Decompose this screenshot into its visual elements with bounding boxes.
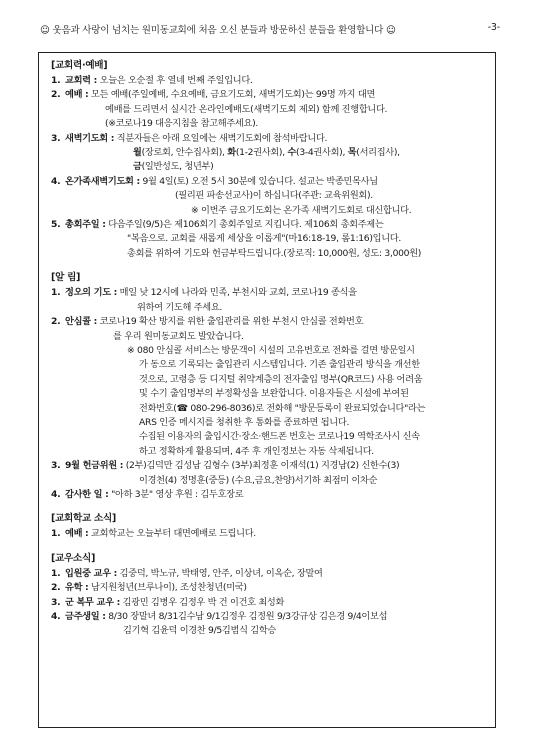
item-text-line: (필리핀 파송선교사)이 하십니다(주관: 교육위원회). bbox=[175, 190, 373, 202]
list-item bbox=[51, 175, 485, 218]
section-title-members: [교우소식] bbox=[51, 552, 96, 564]
item-note: 것으로, 고령층 등 디지털 취약계층의 전자출입 명부(QR코드) 사용 어려움 bbox=[139, 373, 423, 385]
item-text-line: "복음으로. 교회를 새롭게 세상을 이롭게"(마16:18-19, 롬1:16)입니다. bbox=[127, 233, 401, 245]
item-note: ARS 인증 메시지를 청취한 후 통화를 종료하면 됩니다. bbox=[139, 416, 350, 428]
weekday: 월 bbox=[133, 147, 142, 159]
item-label: 9월 헌금위원 : bbox=[65, 460, 124, 472]
item-text: 모든 예배(주일예배, 수요예배, 금요기도회, 새벽기도회)는 99명 까지 대면 bbox=[88, 89, 376, 101]
item-number: 3. bbox=[51, 460, 61, 472]
spacer bbox=[51, 502, 485, 512]
item-number: 1. bbox=[51, 75, 61, 86]
list-item bbox=[51, 488, 485, 502]
item-label: 금주생일 : bbox=[65, 611, 106, 622]
item-note: ※ 이번주 금요기도회는 온가족 새벽기도회로 대신합니다. bbox=[191, 204, 412, 216]
item-number: 2. bbox=[51, 89, 61, 101]
item-text: (2부)김덕만 김성남 김형수 (3부)최정훈 이재석(1) 지경남(2) 신한수(3) bbox=[123, 460, 400, 472]
item-number: 4. bbox=[51, 488, 61, 500]
item-text-line: 위하여 기도해 주세요. bbox=[137, 301, 223, 313]
weekday: 금 bbox=[133, 161, 142, 173]
item-note: 수집된 이용자의 출입시간·장소·핸드폰 번호는 코로나19 역학조사시 신속 bbox=[139, 431, 420, 443]
item-note: 가 동으로 기록되는 출입관리 시스템입니다. 기존 출입관리 방식을 개선한 bbox=[139, 359, 420, 371]
item-note: 및 수기 출입명부의 부정확성을 보완합니다. 이용자들은 시설에 부여된 bbox=[139, 388, 409, 400]
item-number: 3. bbox=[51, 596, 61, 608]
item-label: 군 복무 교우 : bbox=[65, 596, 120, 608]
item-text: 코로나19 확산 방지를 위한 출입관리를 위한 부천시 안심콜 전화번호 bbox=[97, 316, 364, 328]
list-item bbox=[51, 610, 485, 639]
item-number: 4. bbox=[51, 611, 61, 622]
item-text: "아하 3분" 영상 후원 : 김두호장로 bbox=[108, 488, 244, 500]
item-label: 총회주일 : bbox=[65, 219, 106, 231]
greeting-text: ☺ 웃음과 사랑이 넘치는 원미동교회에 처음 오신 분들과 방문하신 분들을 환영합니다 ☺ bbox=[40, 25, 396, 36]
list-item bbox=[51, 74, 485, 88]
bulletin-frame bbox=[38, 52, 496, 728]
item-number: 1. bbox=[51, 567, 61, 579]
list-item bbox=[51, 459, 485, 488]
item-label: 감사한 일 : bbox=[65, 488, 109, 500]
item-text-line: (※코로나19 대응지침을 참고해주세요). bbox=[105, 118, 258, 130]
item-label: 예배 : bbox=[65, 89, 89, 101]
item-note: 하고 정확하게 활용되며, 4주 후 개인정보는 자동 삭제됩니다. bbox=[139, 445, 374, 457]
item-number: 3. bbox=[51, 132, 61, 144]
spacer bbox=[51, 261, 485, 271]
item-label: 예배 : bbox=[65, 528, 89, 540]
weekday-group: (1-2권사회), bbox=[235, 147, 288, 159]
list-item bbox=[51, 581, 485, 595]
item-text: 오늘은 오순절 후 열네 번째 주일입니다. bbox=[97, 75, 253, 86]
item-number: 5. bbox=[51, 219, 61, 231]
item-label: 교회력 : bbox=[65, 75, 97, 86]
spacer bbox=[51, 542, 485, 552]
section-title-church-school: [교회학교 소식] bbox=[51, 513, 117, 525]
weekday-group: (서리집사), bbox=[356, 147, 400, 159]
item-note: 전화번호(☎ 080-296-8036)로 전화해 "방문등록이 완료되었습니다"라는 bbox=[139, 402, 426, 414]
weekday-group: (장로회, 안수집사회), bbox=[141, 147, 228, 159]
weekday: 수 bbox=[287, 147, 297, 159]
list-item bbox=[51, 315, 485, 459]
item-number: 1. bbox=[51, 528, 61, 540]
item-note: ※ 080 안심콜 서비스는 방문객이 시설의 고유번호로 전화를 걸면 방문일시 bbox=[127, 344, 415, 356]
item-text: 김중덕, 박노규, 박태영, 안주, 이상녀, 이옥순, 장말여 bbox=[117, 567, 323, 579]
item-text: 남지원청년(브루나이), 조성찬청년(미국) bbox=[88, 582, 247, 594]
item-number: 1. bbox=[51, 287, 61, 299]
schedule-line bbox=[65, 160, 485, 174]
item-text: 9월 4일(토) 오전 5시 30분에 있습니다. 설교는 박종민목사님 bbox=[139, 175, 378, 187]
item-text-line: 이경천(4) 정명훈(중등) (수요,금요,찬양)서기하 최점미 이차순 bbox=[139, 474, 378, 486]
item-text: 8/30 장말녀 8/31김수남 9/1김정우 김정원 9/3강규상 김은경 9/4이보섭 bbox=[105, 611, 388, 622]
list-item bbox=[51, 218, 485, 261]
list-item bbox=[51, 567, 485, 581]
item-text-line: 총회를 위하여 기도와 헌금부탁드립니다.(장로직: 10,000원, 성도: 3,000원) bbox=[127, 247, 422, 259]
item-text: 교회학교는 오늘부터 대면예배로 드립니다. bbox=[88, 528, 256, 540]
schedule-line bbox=[65, 146, 485, 160]
page-number: -3- bbox=[487, 22, 500, 33]
list-item bbox=[51, 596, 485, 610]
item-text: 다음주일(9/5)은 제106회기 총회주일로 지킵니다. 제106회 총회주제는 bbox=[105, 219, 384, 231]
item-label: 유학 : bbox=[65, 582, 89, 594]
weekday: 화 bbox=[227, 147, 236, 159]
section-title-notices: [알 림] bbox=[51, 272, 81, 284]
item-text: 매일 낮 12시에 나라와 민족, 부천시와 교회, 코로나19 종식을 bbox=[117, 287, 357, 299]
list-item bbox=[51, 527, 485, 541]
item-label: 온가족새벽기도회 : bbox=[65, 175, 140, 187]
item-text-line: 김기혁 김윤덕 이경찬 9/5김범식 김학승 bbox=[123, 625, 276, 637]
section-title-worship: [교회력·예배] bbox=[51, 60, 108, 71]
item-text: 김광민 김병우 김정우 박 건 이건호 최성화 bbox=[119, 596, 285, 608]
item-text: 직분자들은 아래 요일에는 새벽기도회에 참석바랍니다. bbox=[114, 132, 328, 144]
weekday-group: (3-4권사회), bbox=[296, 147, 348, 159]
item-label: 새벽기도회 : bbox=[65, 132, 115, 144]
list-item bbox=[51, 286, 485, 315]
item-label: 안심콜 : bbox=[65, 316, 97, 328]
item-number: 4. bbox=[51, 175, 61, 187]
list-item bbox=[51, 88, 485, 131]
item-number: 2. bbox=[51, 316, 61, 328]
weekday-group: (일반성도, 청년부) bbox=[141, 161, 214, 173]
page-header bbox=[40, 22, 500, 38]
list-item bbox=[51, 132, 485, 175]
weekday: 목 bbox=[347, 147, 357, 159]
item-label: 입원중 교우 : bbox=[65, 567, 118, 579]
item-number: 2. bbox=[51, 582, 61, 594]
item-text-line: 예배를 드리면서 실시간 온라인예배도(새벽기도회 제외) 함께 진행합니다. bbox=[105, 103, 388, 115]
item-label: 정오의 기도 : bbox=[65, 287, 118, 299]
item-text-line: 를 우리 원미동교회도 발았습니다. bbox=[113, 330, 244, 342]
